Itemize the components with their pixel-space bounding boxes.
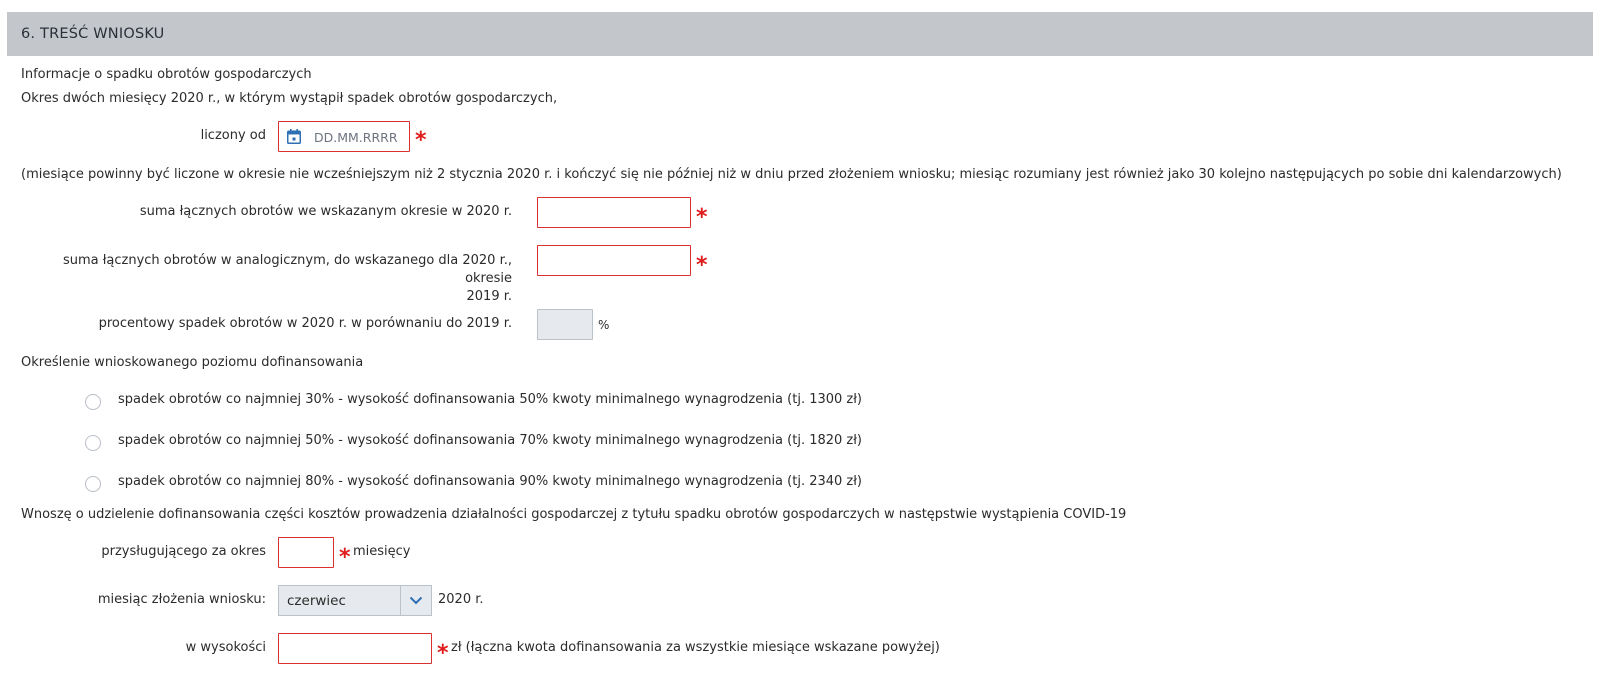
option-50-label: spadek obrotów co najmniej 50% - wysokość dofinansowania 70% kwoty minimalnego wynagrodzenia (tj. 1820 zł) — [118, 433, 863, 448]
info-heading: Informacje o spadku obrotów gospodarczych — [21, 67, 312, 82]
date-placeholder: DD.MM.RRRR — [314, 130, 398, 145]
percent-drop-field — [537, 309, 593, 340]
amount-unit: zł (łączna kwota dofinansowania za wszystkie miesiące wskazane powyżej) — [451, 640, 940, 655]
required-mark: * — [696, 205, 708, 230]
date-label: liczony od — [200, 128, 266, 143]
required-mark: * — [696, 253, 708, 278]
turnover-2020-input[interactable] — [537, 197, 691, 228]
month-label: miesiąc złożenia wniosku: — [97, 592, 266, 607]
required-mark: * — [415, 128, 427, 153]
month-select-value: czerwiec — [287, 592, 346, 609]
period-text: Okres dwóch miesięcy 2020 r., w którym wystąpił spadek obrotów gospodarczych, — [21, 91, 558, 106]
percent-drop-label: procentowy spadek obrotów w 2020 r. w porównaniu do 2019 r. — [98, 316, 512, 331]
section-title: 6. TREŚĆ WNIOSKU — [21, 26, 165, 42]
required-mark: * — [437, 641, 449, 666]
turnover-2019-label-line2: 2019 r. — [466, 289, 512, 304]
section-header — [7, 12, 1593, 56]
period-note: (miesiące powinny być liczone w okresie nie wcześniejszym niż 2 stycznia 2020 r. i kończyć się nie później niż w dniu przed złożeniem wniosku; miesiąc rozumiany jest również jako 30 kolejno następujących po sobie dni kalendarzowych) — [21, 167, 1562, 182]
turnover-2019-label — [20, 252, 512, 306]
radio-option-50[interactable] — [85, 435, 101, 451]
radio-option-30[interactable] — [85, 394, 101, 410]
turnover-2019-label-line1: suma łącznych obrotów w analogicznym, do wskazanego dla 2020 r., okresie — [62, 253, 512, 286]
date-input[interactable] — [278, 121, 410, 152]
amount-label: w wysokości — [185, 640, 266, 655]
year-suffix: 2020 r. — [438, 592, 484, 607]
request-text: Wnoszę o udzielenie dofinansowania części kosztów prowadzenia działalności gospodarczej z tytułu spadku obrotów gospodarczych w następstwie wystąpienia COVID-19 — [21, 507, 1127, 522]
period-label: przysługującego za okres — [101, 544, 266, 559]
radio-option-80[interactable] — [85, 476, 101, 492]
turnover-2020-label: suma łącznych obrotów we wskazanym okresie w 2020 r. — [139, 204, 512, 219]
option-30-label: spadek obrotów co najmniej 30% - wysokość dofinansowania 50% kwoty minimalnego wynagrodzenia (tj. 1300 zł) — [118, 392, 863, 407]
funding-level-heading: Określenie wnioskowanego poziomu dofinansowania — [21, 355, 364, 370]
period-unit: miesięcy — [353, 544, 411, 559]
period-months-input[interactable] — [278, 537, 334, 568]
option-80-label: spadek obrotów co najmniej 80% - wysokość dofinansowania 90% kwoty minimalnego wynagrodzenia (tj. 2340 zł) — [118, 474, 863, 489]
required-mark: * — [339, 545, 351, 570]
turnover-2019-input[interactable] — [537, 245, 691, 276]
month-select[interactable] — [278, 585, 432, 616]
calendar-icon[interactable] — [287, 129, 301, 144]
percent-unit: % — [598, 318, 610, 332]
amount-input[interactable] — [278, 633, 432, 664]
chevron-down-icon[interactable] — [400, 586, 431, 615]
